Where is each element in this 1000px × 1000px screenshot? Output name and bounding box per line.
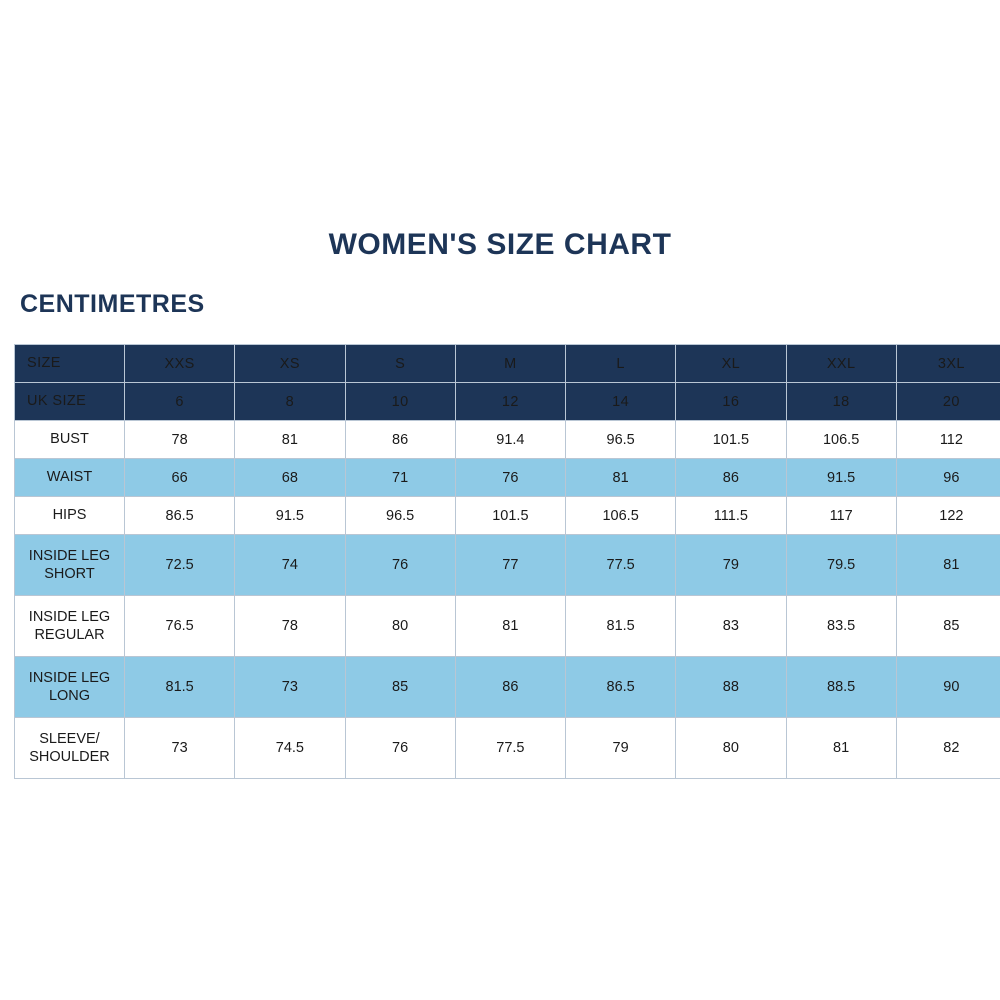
cell-inside-leg-short-0: 72.5	[125, 535, 235, 596]
cell-waist-2: 71	[345, 459, 455, 497]
cell-bust-5: 101.5	[676, 421, 786, 459]
cell-inside-leg-long-0: 81.5	[125, 657, 235, 718]
cell-hips-3: 101.5	[455, 497, 565, 535]
table-row	[15, 657, 1000, 718]
cell-inside-leg-short-1: 74	[235, 535, 345, 596]
cell-sleeve-shoulder-7: 82	[896, 718, 1000, 779]
cell-hips-1: 91.5	[235, 497, 345, 535]
cell-bust-4: 96.5	[566, 421, 676, 459]
header-label-size: SIZE	[15, 345, 125, 383]
header-cell-uk-7: 20	[896, 383, 1000, 421]
row-label-inside-leg-regular: INSIDE LEG REGULAR	[15, 596, 125, 657]
table-row	[15, 421, 1000, 459]
header-cell-uk-1: 8	[235, 383, 345, 421]
cell-inside-leg-regular-1: 78	[235, 596, 345, 657]
table-header-row-size	[15, 345, 1000, 383]
cell-inside-leg-long-1: 73	[235, 657, 345, 718]
cell-waist-5: 86	[676, 459, 786, 497]
cell-waist-4: 81	[566, 459, 676, 497]
cell-inside-leg-long-4: 86.5	[566, 657, 676, 718]
cell-sleeve-shoulder-2: 76	[345, 718, 455, 779]
cell-hips-2: 96.5	[345, 497, 455, 535]
row-label-inside-leg-short: INSIDE LEG SHORT	[15, 535, 125, 596]
cell-sleeve-shoulder-1: 74.5	[235, 718, 345, 779]
cell-sleeve-shoulder-5: 80	[676, 718, 786, 779]
cell-sleeve-shoulder-4: 79	[566, 718, 676, 779]
header-cell-size-3: M	[455, 345, 565, 383]
cell-waist-1: 68	[235, 459, 345, 497]
header-label-uk-size: UK SIZE	[15, 383, 125, 421]
cell-inside-leg-regular-4: 81.5	[566, 596, 676, 657]
header-cell-size-2: S	[345, 345, 455, 383]
cell-inside-leg-regular-0: 76.5	[125, 596, 235, 657]
size-chart-body	[15, 345, 1000, 779]
cell-waist-0: 66	[125, 459, 235, 497]
cell-inside-leg-short-6: 79.5	[786, 535, 896, 596]
cell-bust-6: 106.5	[786, 421, 896, 459]
cell-bust-0: 78	[125, 421, 235, 459]
cell-inside-leg-long-6: 88.5	[786, 657, 896, 718]
cell-inside-leg-short-3: 77	[455, 535, 565, 596]
cell-inside-leg-short-5: 79	[676, 535, 786, 596]
row-label-sleeve-shoulder: SLEEVE/ SHOULDER	[15, 718, 125, 779]
cell-hips-4: 106.5	[566, 497, 676, 535]
cell-hips-6: 117	[786, 497, 896, 535]
cell-inside-leg-long-2: 85	[345, 657, 455, 718]
cell-inside-leg-long-5: 88	[676, 657, 786, 718]
row-label-waist: WAIST	[15, 459, 125, 497]
cell-inside-leg-regular-7: 85	[896, 596, 1000, 657]
table-row	[15, 459, 1000, 497]
header-cell-size-4: L	[566, 345, 676, 383]
cell-inside-leg-short-2: 76	[345, 535, 455, 596]
cell-inside-leg-regular-5: 83	[676, 596, 786, 657]
cell-inside-leg-short-4: 77.5	[566, 535, 676, 596]
table-header-row-uk-size	[15, 383, 1000, 421]
row-label-bust: BUST	[15, 421, 125, 459]
row-label-inside-leg-long: INSIDE LEG LONG	[15, 657, 125, 718]
cell-inside-leg-regular-3: 81	[455, 596, 565, 657]
cell-bust-7: 112	[896, 421, 1000, 459]
cell-hips-5: 111.5	[676, 497, 786, 535]
cell-inside-leg-regular-6: 83.5	[786, 596, 896, 657]
header-cell-size-5: XL	[676, 345, 786, 383]
page-title: WOMEN'S SIZE CHART	[328, 228, 672, 261]
header-cell-uk-4: 14	[566, 383, 676, 421]
table-row	[15, 535, 1000, 596]
cell-waist-6: 91.5	[786, 459, 896, 497]
header-cell-uk-2: 10	[345, 383, 455, 421]
cell-inside-leg-short-7: 81	[896, 535, 1000, 596]
header-cell-size-6: XXL	[786, 345, 896, 383]
header-cell-uk-3: 12	[455, 383, 565, 421]
cell-waist-7: 96	[896, 459, 1000, 497]
table-row	[15, 718, 1000, 779]
size-chart-table	[14, 344, 1000, 779]
header-cell-size-0: XXS	[125, 345, 235, 383]
cell-sleeve-shoulder-6: 81	[786, 718, 896, 779]
cell-inside-leg-regular-2: 80	[345, 596, 455, 657]
cell-bust-1: 81	[235, 421, 345, 459]
cell-waist-3: 76	[455, 459, 565, 497]
header-cell-uk-5: 16	[676, 383, 786, 421]
cell-inside-leg-long-7: 90	[896, 657, 1000, 718]
cell-hips-0: 86.5	[125, 497, 235, 535]
row-label-hips: HIPS	[15, 497, 125, 535]
cell-sleeve-shoulder-3: 77.5	[455, 718, 565, 779]
table-row	[15, 596, 1000, 657]
header-cell-uk-6: 18	[786, 383, 896, 421]
header-cell-uk-0: 6	[125, 383, 235, 421]
size-table-wrapper	[14, 344, 986, 779]
header-cell-size-1: XS	[235, 345, 345, 383]
cell-inside-leg-long-3: 86	[455, 657, 565, 718]
cell-bust-2: 86	[345, 421, 455, 459]
cell-sleeve-shoulder-0: 73	[125, 718, 235, 779]
cell-bust-3: 91.4	[455, 421, 565, 459]
units-subtitle: CENTIMETRES	[20, 290, 205, 318]
cell-hips-7: 122	[896, 497, 1000, 535]
table-row	[15, 497, 1000, 535]
header-cell-size-7: 3XL	[896, 345, 1000, 383]
